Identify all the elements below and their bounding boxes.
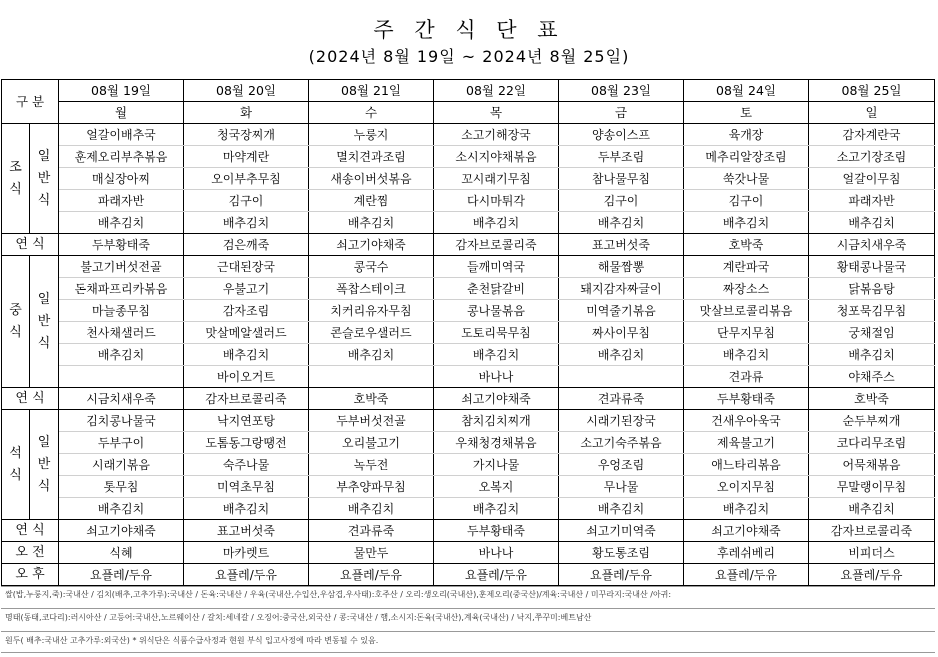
menu-item: 배추김치 <box>809 344 935 366</box>
porridge-item: 두부황태죽 <box>434 520 559 542</box>
menu-item: 우채청경채볶음 <box>434 432 559 454</box>
menu-item: 감자조림 <box>184 300 309 322</box>
date-header: 08월 19일 <box>59 80 184 102</box>
menu-item: 김구이 <box>184 190 309 212</box>
menu-item: 배추김치 <box>184 344 309 366</box>
menu-item: 맛살메알샐러드 <box>184 322 309 344</box>
menu-item: 시래기된장국 <box>559 410 684 432</box>
menu-item: 참치김치찌개 <box>434 410 559 432</box>
menu-item: 양송이스프 <box>559 124 684 146</box>
menu-item: 어묵채볶음 <box>809 454 935 476</box>
menu-item: 견과류 <box>684 366 809 388</box>
menu-item: 돼지감자짜글이 <box>559 278 684 300</box>
menu-item: 황태콩나물국 <box>809 256 935 278</box>
morning-snack-item: 식혜 <box>59 542 184 564</box>
lunch-label: 중 식 <box>2 256 30 388</box>
morning-snack-label: 오 전 <box>2 542 59 564</box>
menu-item: 바이오거트 <box>184 366 309 388</box>
porridge-item: 호박죽 <box>309 388 434 410</box>
menu-item: 돈채파프리카볶음 <box>59 278 184 300</box>
menu-item: 야채주스 <box>809 366 935 388</box>
menu-item: 녹두전 <box>309 454 434 476</box>
menu-item: 짜장소스 <box>684 278 809 300</box>
menu-item: 콩나물볶음 <box>434 300 559 322</box>
menu-item: 오복지 <box>434 476 559 498</box>
date-header: 08월 24일 <box>684 80 809 102</box>
porridge-item: 두부황태죽 <box>684 388 809 410</box>
menu-item: 도토리묵무침 <box>434 322 559 344</box>
menu-item: 무말랭이무침 <box>809 476 935 498</box>
menu-item: 두부버섯전골 <box>309 410 434 432</box>
weekday-header: 목 <box>434 102 559 124</box>
weekly-menu-table <box>1 79 935 586</box>
menu-item: 닭볶음탕 <box>809 278 935 300</box>
menu-item <box>309 366 434 388</box>
date-header: 08월 25일 <box>809 80 935 102</box>
porridge-item: 견과류죽 <box>559 388 684 410</box>
porridge-item: 쇠고기미역죽 <box>559 520 684 542</box>
menu-item: 다시마튀각 <box>434 190 559 212</box>
menu-item: 훈제오리부추볶음 <box>59 146 184 168</box>
menu-item: 오이지무침 <box>684 476 809 498</box>
date-range-subtitle: (2024년 8월 19일 ~ 2024년 8월 25일) <box>308 47 630 66</box>
menu-item: 소고기숙주볶음 <box>559 432 684 454</box>
menu-item: 불고기버섯전골 <box>59 256 184 278</box>
date-header: 08월 20일 <box>184 80 309 102</box>
dinner-label: 석 식 <box>2 410 30 520</box>
morning-snack-item: 비피더스 <box>809 542 935 564</box>
menu-item: 낙지연포탕 <box>184 410 309 432</box>
menu-item: 배추김치 <box>559 212 684 234</box>
menu-item: 배추김치 <box>434 344 559 366</box>
menu-item: 들깨미역국 <box>434 256 559 278</box>
date-header: 08월 22일 <box>434 80 559 102</box>
menu-item: 소고기장조림 <box>809 146 935 168</box>
dinner-general-label: 일 반 식 <box>30 410 59 520</box>
menu-item: 짜사이무침 <box>559 322 684 344</box>
menu-item: 치커리유자무침 <box>309 300 434 322</box>
menu-item: 바나나 <box>434 366 559 388</box>
menu-item: 멸치견과조림 <box>309 146 434 168</box>
menu-item: 배추김치 <box>309 212 434 234</box>
menu-item: 매실장아찌 <box>59 168 184 190</box>
menu-item: 콘슬로우샐러드 <box>309 322 434 344</box>
menu-item: 마약계란 <box>184 146 309 168</box>
menu-item: 계란찜 <box>309 190 434 212</box>
afternoon-snack-item: 요플레/두유 <box>184 564 309 586</box>
porridge-item: 쇠고기야채죽 <box>309 234 434 256</box>
porridge-item: 시금치새우죽 <box>59 388 184 410</box>
menu-item: 청국장찌개 <box>184 124 309 146</box>
menu-item: 꼬시래기무침 <box>434 168 559 190</box>
menu-item: 배추김치 <box>434 212 559 234</box>
porridge-item: 호박죽 <box>684 234 809 256</box>
menu-item: 배추김치 <box>809 212 935 234</box>
menu-item: 오리불고기 <box>309 432 434 454</box>
menu-item: 파래자반 <box>59 190 184 212</box>
menu-item: 우엉조림 <box>559 454 684 476</box>
menu-item: 배추김치 <box>59 498 184 520</box>
porridge-item: 쇠고기야채죽 <box>434 388 559 410</box>
menu-item: 두부구이 <box>59 432 184 454</box>
afternoon-snack-item: 요플레/두유 <box>59 564 184 586</box>
menu-item: 배추김치 <box>559 344 684 366</box>
menu-item: 김구이 <box>559 190 684 212</box>
porridge-item: 쇠고기야채죽 <box>59 520 184 542</box>
gubun-header: 구 분 <box>2 80 59 124</box>
porridge-label: 연 식 <box>2 234 59 256</box>
menu-item: 우불고기 <box>184 278 309 300</box>
porridge-item: 두부황태죽 <box>59 234 184 256</box>
menu-item: 제육불고기 <box>684 432 809 454</box>
morning-snack-item: 마카렛트 <box>184 542 309 564</box>
menu-item: 코다리무조림 <box>809 432 935 454</box>
menu-item: 배추김치 <box>559 498 684 520</box>
menu-item: 마늘종무침 <box>59 300 184 322</box>
origin-note-line-1: 쌀(밥,누룽지,죽):국내산 / 김치(배추,고추가루):국내산 / 돈육:국내산 / 우육(국내산,수입산,우삼겹,우사태):호주산 / 오리:생오리(국내산),훈제오리(중국산)/계육:국내산 / 미꾸라지:국내산 /아귀: <box>5 590 672 599</box>
menu-item: 톳무침 <box>59 476 184 498</box>
menu-item: 두부조림 <box>559 146 684 168</box>
porridge-item: 시금치새우죽 <box>809 234 935 256</box>
menu-item: 시래기볶음 <box>59 454 184 476</box>
menu-item: 소시지야채볶음 <box>434 146 559 168</box>
menu-item: 오이부추무침 <box>184 168 309 190</box>
menu-item: 가지나물 <box>434 454 559 476</box>
porridge-item: 검은깨죽 <box>184 234 309 256</box>
menu-item: 숙주나물 <box>184 454 309 476</box>
weekday-header: 월 <box>59 102 184 124</box>
menu-item: 쑥갓나물 <box>684 168 809 190</box>
menu-item: 미역초무침 <box>184 476 309 498</box>
weekday-header: 일 <box>809 102 935 124</box>
menu-item <box>559 366 684 388</box>
menu-item: 천사채샐러드 <box>59 322 184 344</box>
porridge-item: 표고버섯죽 <box>184 520 309 542</box>
porridge-item: 감자브로콜리죽 <box>434 234 559 256</box>
menu-item: 배추김치 <box>684 212 809 234</box>
menu-item: 무나물 <box>559 476 684 498</box>
date-header: 08월 21일 <box>309 80 434 102</box>
menu-item: 배추김치 <box>309 344 434 366</box>
afternoon-snack-item: 요플레/두유 <box>434 564 559 586</box>
menu-item: 순두부찌개 <box>809 410 935 432</box>
menu-item: 애느타리볶음 <box>684 454 809 476</box>
menu-item: 배추김치 <box>184 212 309 234</box>
porridge-item: 감자브로콜리죽 <box>809 520 935 542</box>
origin-note-line-2: 명태(동태,코다리):러시아산 / 고등어:국내산,노르웨이산 / 갈치:세네갈 / 오징어:중국산,외국산 / 콩:국내산 / 햄,소시지:돈육(국내산),계육(국내산) / 낙지,쭈꾸미:베트남산 <box>5 613 592 622</box>
menu-item: 춘천닭갈비 <box>434 278 559 300</box>
menu-item: 얼갈이배추국 <box>59 124 184 146</box>
menu-item: 배추김치 <box>309 498 434 520</box>
menu-item: 콩국수 <box>309 256 434 278</box>
menu-item: 소고기해장국 <box>434 124 559 146</box>
afternoon-snack-item: 요플레/두유 <box>309 564 434 586</box>
menu-item: 메추리알장조림 <box>684 146 809 168</box>
porridge-item: 표고버섯죽 <box>559 234 684 256</box>
footer-divider <box>1 652 935 653</box>
weekday-header: 수 <box>309 102 434 124</box>
menu-item: 건새우아욱국 <box>684 410 809 432</box>
afternoon-snack-item: 요플레/두유 <box>559 564 684 586</box>
porridge-item: 견과류죽 <box>309 520 434 542</box>
menu-item: 파래자반 <box>809 190 935 212</box>
menu-item: 배추김치 <box>434 498 559 520</box>
menu-item: 해물짬뽕 <box>559 256 684 278</box>
menu-item: 배추김치 <box>684 344 809 366</box>
morning-snack-item: 바나나 <box>434 542 559 564</box>
menu-item <box>59 366 184 388</box>
menu-item: 미역줄기볶음 <box>559 300 684 322</box>
menu-item: 맛살브로콜리볶음 <box>684 300 809 322</box>
menu-item: 도톰동그랑땡전 <box>184 432 309 454</box>
menu-item: 단무지무침 <box>684 322 809 344</box>
menu-item: 배추김치 <box>809 498 935 520</box>
menu-item: 새송이버섯볶음 <box>309 168 434 190</box>
menu-item: 궁채절임 <box>809 322 935 344</box>
porridge-label: 연 식 <box>2 388 59 410</box>
menu-item: 배추김치 <box>684 498 809 520</box>
menu-item: 누룽지 <box>309 124 434 146</box>
porridge-item: 호박죽 <box>809 388 935 410</box>
menu-item: 계란파국 <box>684 256 809 278</box>
origin-note-line-3: 원두( 배추:국내산 고추가루:외국산) * 위식단은 식품수급사정과 현원 부식 입고사정에 따라 변동될 수 있음. <box>5 636 379 645</box>
menu-item: 청포묵김무침 <box>809 300 935 322</box>
afternoon-snack-item: 요플레/두유 <box>809 564 935 586</box>
porridge-item: 쇠고기야채죽 <box>684 520 809 542</box>
afternoon-snack-item: 요플레/두유 <box>684 564 809 586</box>
weekday-header: 금 <box>559 102 684 124</box>
menu-item: 부추양파무침 <box>309 476 434 498</box>
morning-snack-item: 물만두 <box>309 542 434 564</box>
menu-item: 참나물무침 <box>559 168 684 190</box>
menu-item: 감자계란국 <box>809 124 935 146</box>
weekday-header: 토 <box>684 102 809 124</box>
menu-item: 배추김치 <box>184 498 309 520</box>
porridge-item: 감자브로콜리죽 <box>184 388 309 410</box>
afternoon-snack-label: 오 후 <box>2 564 59 586</box>
page-title: 주 간 식 단 표 <box>373 18 565 42</box>
date-header: 08월 23일 <box>559 80 684 102</box>
menu-item: 배추김치 <box>59 344 184 366</box>
morning-snack-item: 후레쉬베리 <box>684 542 809 564</box>
porridge-label: 연 식 <box>2 520 59 542</box>
footer-divider <box>1 631 935 632</box>
morning-snack-item: 황도통조림 <box>559 542 684 564</box>
menu-item: 얼갈이무침 <box>809 168 935 190</box>
menu-item: 근대된장국 <box>184 256 309 278</box>
menu-item: 육개장 <box>684 124 809 146</box>
lunch-general-label: 일 반 식 <box>30 256 59 388</box>
breakfast-label: 조 식 <box>2 124 30 234</box>
breakfast-general-label: 일 반 식 <box>30 124 59 234</box>
menu-item: 김구이 <box>684 190 809 212</box>
footer-divider <box>1 586 935 587</box>
footer-divider <box>1 608 935 609</box>
weekday-header: 화 <box>184 102 309 124</box>
menu-item: 폭찹스테이크 <box>309 278 434 300</box>
menu-item: 김치콩나물국 <box>59 410 184 432</box>
menu-item: 배추김치 <box>59 212 184 234</box>
